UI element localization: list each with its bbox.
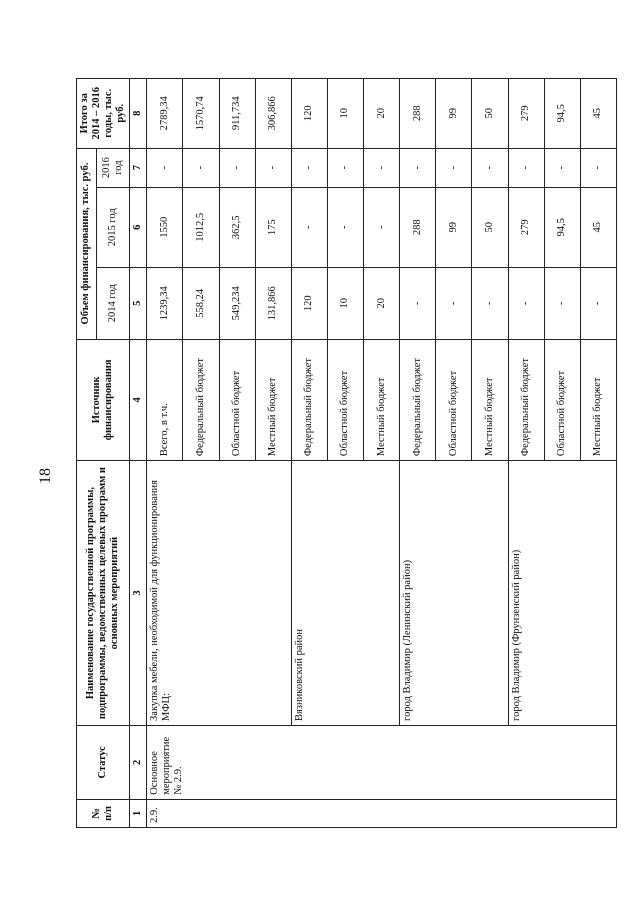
funding-table: [76, 78, 617, 828]
value-total: 120: [291, 79, 327, 149]
value-total: 20: [364, 79, 400, 149]
value-2015: 45: [580, 187, 616, 267]
value-2016: -: [436, 148, 472, 187]
col-number: 4: [130, 339, 147, 461]
value-2016: -: [291, 148, 327, 187]
value-2016: -: [364, 148, 400, 187]
page-number: 18: [37, 468, 54, 484]
value-2015: 94,5: [544, 187, 580, 267]
value-2015: 279: [508, 187, 544, 267]
status-cell: Основное мероприятие № 2.9.: [147, 725, 617, 799]
header-2014: 2014 год: [96, 267, 130, 339]
header-status: Статус: [77, 725, 130, 799]
value-2014: 558,24: [183, 267, 219, 339]
header-source: Источник финансирования: [77, 339, 130, 461]
value-2015: -: [291, 187, 327, 267]
value-2014: -: [472, 267, 508, 339]
district-name: город Владимир (Ленинский район): [400, 461, 508, 726]
value-total: 306,866: [255, 79, 291, 149]
value-total: 45: [580, 79, 616, 149]
col-number: 5: [130, 267, 147, 339]
col-number: 7: [130, 148, 147, 187]
value-2016: -: [400, 148, 436, 187]
source-cell: Местный бюджет: [472, 339, 508, 461]
value-2016: -: [219, 148, 255, 187]
value-2015: 288: [400, 187, 436, 267]
value-2016: -: [508, 148, 544, 187]
value-2016: -: [183, 148, 219, 187]
value-2015: 99: [436, 187, 472, 267]
funding-table-rotated: [76, 78, 610, 828]
district-name: Вязниковский район: [291, 461, 399, 726]
value-2016: -: [544, 148, 580, 187]
value-total: 1570,74: [183, 79, 219, 149]
value-2014: 120: [291, 267, 327, 339]
source-cell: Местный бюджет: [580, 339, 616, 461]
value-2015: -: [364, 187, 400, 267]
value-total: 911,734: [219, 79, 255, 149]
value-total: 50: [472, 79, 508, 149]
value-2015: 50: [472, 187, 508, 267]
source-cell: Областной бюджет: [219, 339, 255, 461]
value-2016: -: [255, 148, 291, 187]
header-name: Наименование государственной программы, подпрограммы, ведомственных целевых программ и основных мероприятий: [77, 461, 130, 726]
source-cell: Областной бюджет: [436, 339, 472, 461]
value-2015: 1550: [147, 187, 183, 267]
value-2015: 1012,5: [183, 187, 219, 267]
value-total: 10: [327, 79, 363, 149]
value-2016: -: [327, 148, 363, 187]
value-2014: -: [400, 267, 436, 339]
header-funding: Объем финансирования, тыс. руб.: [77, 148, 97, 339]
source-cell: Федеральный бюджет: [291, 339, 327, 461]
value-2014: 20: [364, 267, 400, 339]
value-2015: -: [327, 187, 363, 267]
value-total: 94,5: [544, 79, 580, 149]
value-2014: 10: [327, 267, 363, 339]
header-total: Итого за 2014 – 2016 годы, тыс. руб.: [77, 79, 130, 149]
header-2016: 2016 год: [96, 148, 130, 187]
value-2014: -: [508, 267, 544, 339]
value-2014: 1239,34: [147, 267, 183, 339]
source-cell: Всего, в т.ч.: [147, 339, 183, 461]
source-cell: Местный бюджет: [364, 339, 400, 461]
main-title: Закупка мебели, необходимой для функционирования МФЦ:: [147, 461, 292, 726]
row-id: 2.9.: [147, 799, 617, 827]
value-2016: -: [472, 148, 508, 187]
district-name: город Владимир (Фрунзенский район): [508, 461, 617, 726]
header-2015: 2015 год: [96, 187, 130, 267]
col-number: 1: [130, 799, 147, 827]
value-2016: -: [580, 148, 616, 187]
header-num: № п/п: [77, 799, 130, 827]
value-2015: 175: [255, 187, 291, 267]
value-total: 99: [436, 79, 472, 149]
source-cell: Областной бюджет: [327, 339, 363, 461]
value-2015: 362,5: [219, 187, 255, 267]
col-number: 6: [130, 187, 147, 267]
source-cell: Областной бюджет: [544, 339, 580, 461]
value-total: 279: [508, 79, 544, 149]
source-cell: Федеральный бюджет: [400, 339, 436, 461]
value-2016: -: [147, 148, 183, 187]
value-2014: -: [580, 267, 616, 339]
value-total: 2789,34: [147, 79, 183, 149]
value-total: 288: [400, 79, 436, 149]
col-number: 3: [130, 461, 147, 726]
col-number: 8: [130, 79, 147, 149]
source-cell: Местный бюджет: [255, 339, 291, 461]
value-2014: -: [436, 267, 472, 339]
value-2014: -: [544, 267, 580, 339]
col-number: 2: [130, 725, 147, 799]
value-2014: 549,234: [219, 267, 255, 339]
source-cell: Федеральный бюджет: [183, 339, 219, 461]
value-2014: 131,866: [255, 267, 291, 339]
source-cell: Федеральный бюджет: [508, 339, 544, 461]
